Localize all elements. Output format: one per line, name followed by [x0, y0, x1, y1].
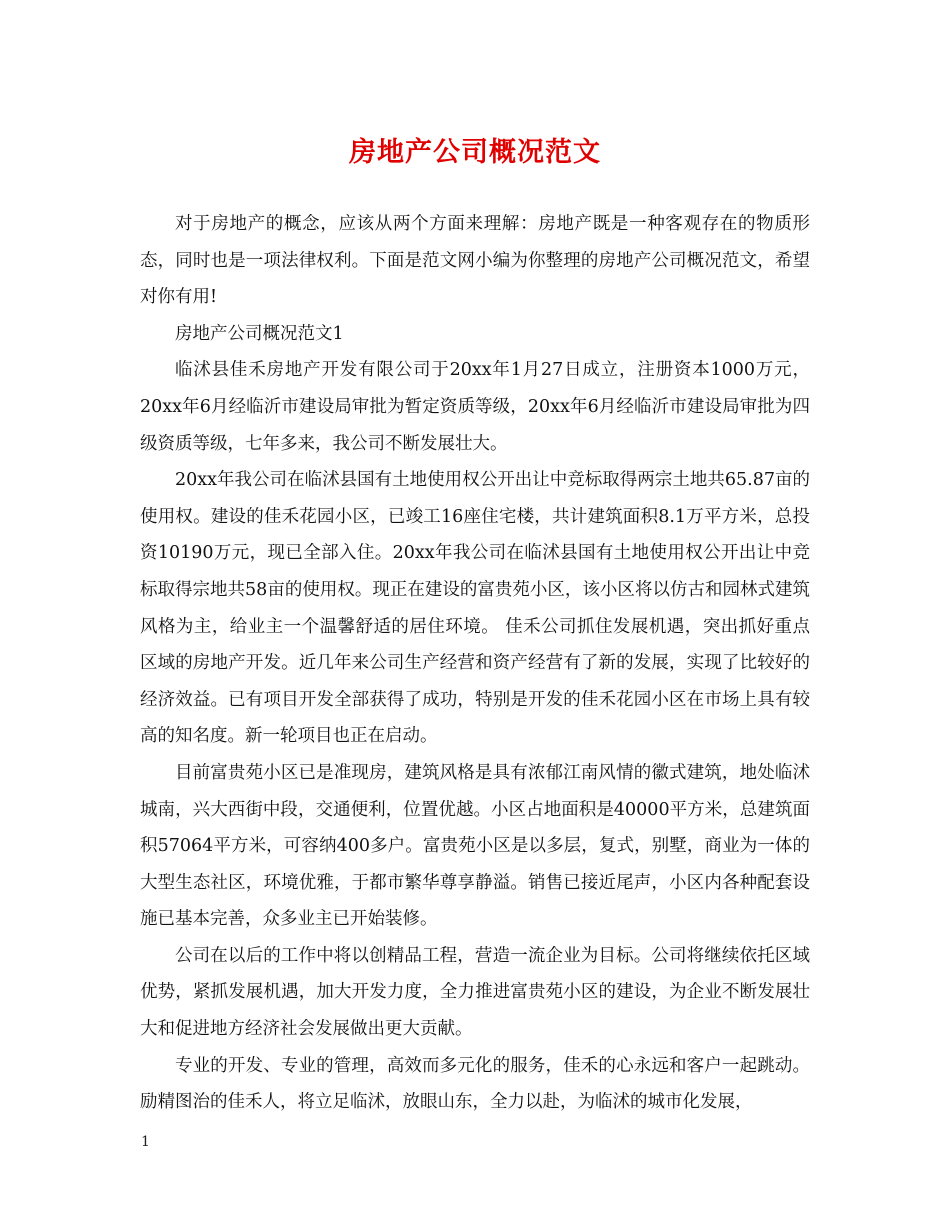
document-body	[140, 206, 810, 1121]
body-paragraph: 专业的开发、专业的管理，高效而多元化的服务，佳禾的心永远和客户一起跳动。励精图治的佳禾人，将立足临沭，放眼山东，全力以赴，为临沭的城市化发展，	[140, 1055, 810, 1113]
body-paragraph: 临沭县佳禾房地产开发有限公司于20xx年1月27日成立，注册资本1000万元，20xx年6月经临沂市建设局审批为暂定资质等级，20xx年6月经临沂市建设局审批为四级资质等级，七年多来，我公司不断发展壮大。	[140, 360, 810, 454]
intro-paragraph: 对于房地产的概念，应该从两个方面来理解：房地产既是一种客观存在的物质形态，同时也是一项法律权利。下面是范文网小编为你整理的房地产公司概况范文，希望对你有用!	[140, 214, 810, 308]
body-paragraph: 20xx年我公司在临沭县国有土地使用权公开出让中竞标取得两宗土地共65.87亩的使用权。建设的佳禾花园小区，已竣工16座住宅楼，共计建筑面积8.1万平方米，总投资10190万元，现已全部入住。20xx年我公司在临沭县国有土地使用权公开出让中竞标取得宗地共58亩的使用权。现正在建设的富贵苑小区，该小区将以仿古和园林式建筑风格为主，给业主一个温馨舒适的居住环境。 佳禾公司抓住发展机遇，突出抓好重点区域的房地产开发。近几年来公司生产经营和资产经营有了新的发展，实现了比较好的经济效益。已有项目开发全部获得了成功，特别是开发的佳禾花园小区在市场上具有较高的知名度。新一轮项目也正在启动。	[140, 470, 810, 747]
body-paragraph: 公司在以后的工作中将以创精品工程，营造一流企业为目标。公司将继续依托区域优势，紧抓发展机遇，加大开发力度，全力推进富贵苑小区的建设，为企业不断发展壮大和促进地方经济社会发展做出更大贡献。	[140, 945, 810, 1040]
body-paragraph: 目前富贵苑小区已是准现房，建筑风格是具有浓郁江南风情的徽式建筑，地处临沭城南，兴大西街中段，交通便利，位置优越。小区占地面积是40000平方米，总建筑面积57064平方米，可容纳400多户。富贵苑小区是以多层，复式，别墅，商业为一体的大型生态社区，环境优雅，于都市繁华尊享静溢。销售已接近尾声，小区内各种配套设施已基本完善，众多业主已开始装修。	[140, 762, 810, 930]
document-title: 房地产公司概况范文	[349, 137, 601, 168]
page-number: 1	[141, 1134, 150, 1150]
section-heading: 房地产公司概况范文1	[175, 323, 344, 344]
